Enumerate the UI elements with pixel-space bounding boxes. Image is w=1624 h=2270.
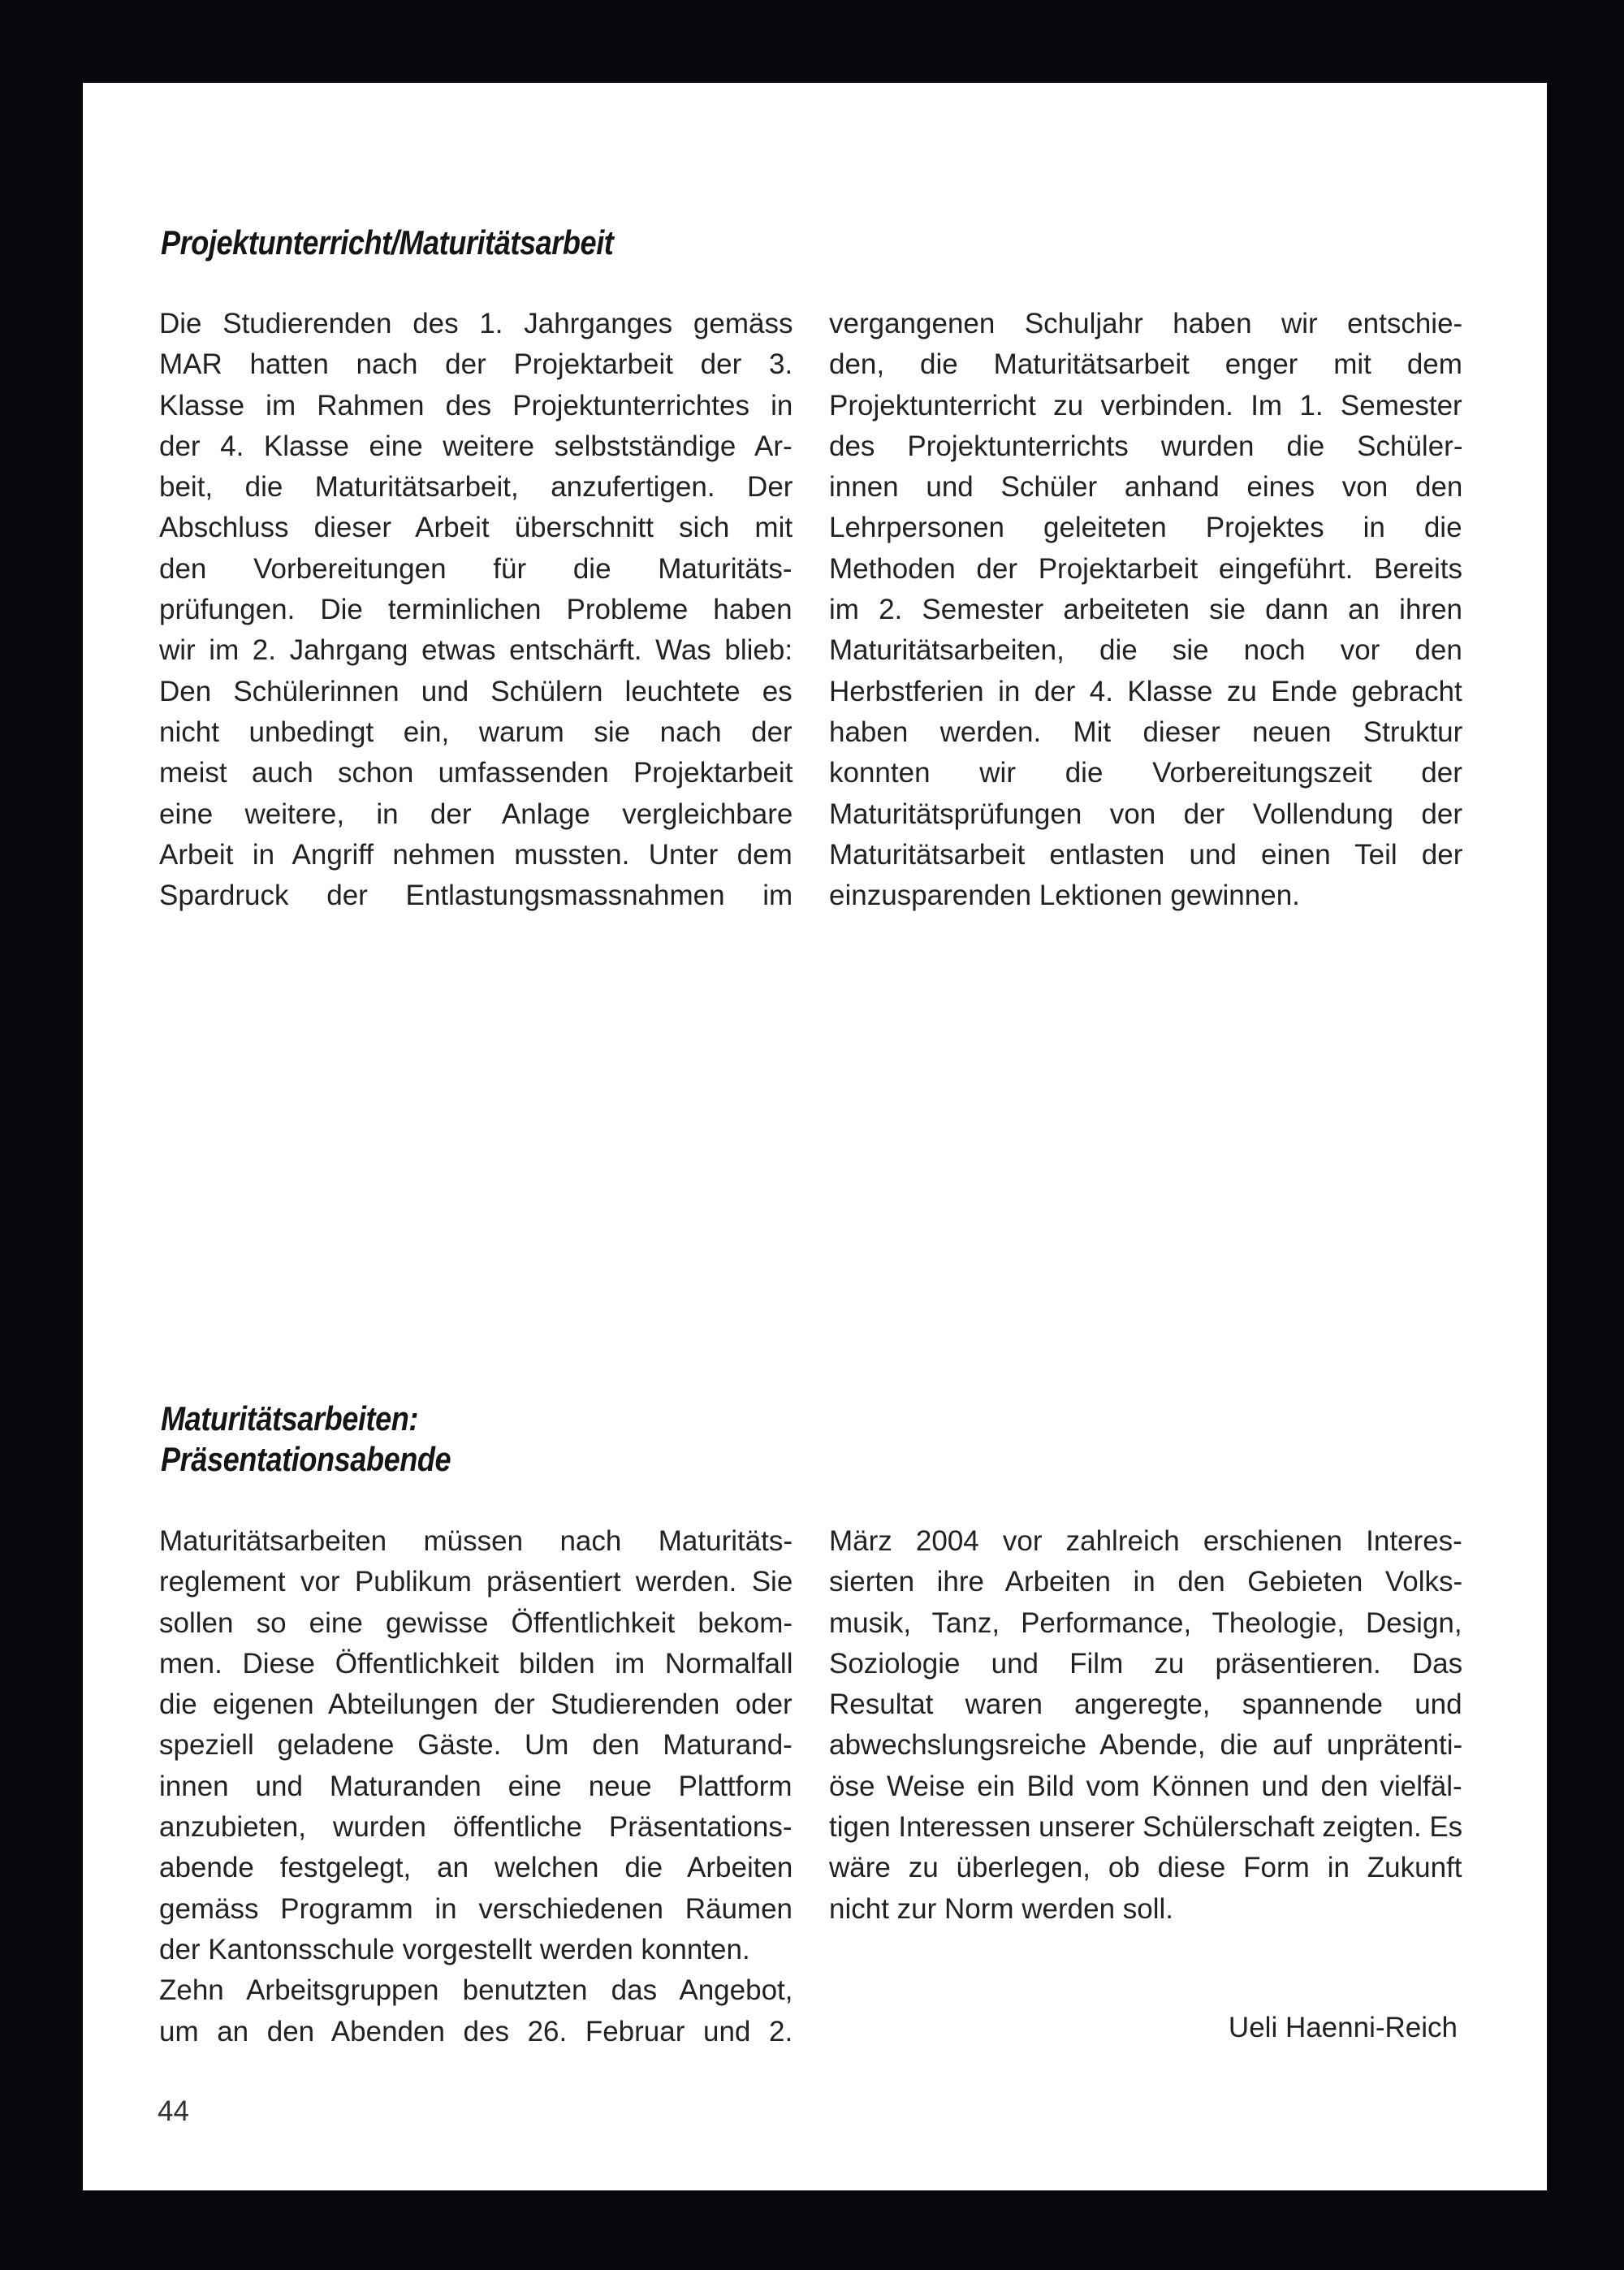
text-line: Projektunterricht zu verbinden. Im 1. Semester	[829, 389, 1462, 422]
heading-text: Projektunterricht/Maturitätsarbeit	[161, 223, 614, 262]
text-line: men. Diese Öffentlichkeit bilden im Normalfall	[159, 1647, 793, 1680]
text-line: abwechslungsreiche Abende, die auf unprätenti-	[829, 1729, 1463, 1762]
text-line: Maturitätsarbeit entlasten und einen Teil der	[829, 838, 1463, 871]
text-line: Den Schülerinnen und Schülern leuchtete es	[159, 675, 793, 707]
text-line: vergangenen Schuljahr haben wir entschie-	[829, 308, 1463, 339]
text-line: einzusparenden Lektionen gewinnen.	[829, 880, 1300, 912]
text-line: reglement vor Publikum präsentiert werden. Sie	[159, 1566, 793, 1598]
text-line: gemäss Programm in verschiedenen Räumen	[159, 1892, 793, 1925]
page-number: 44	[158, 2095, 189, 2127]
text-line: tigen Interessen unserer Schülerschaft zeigten. Es	[829, 1811, 1463, 1844]
text-line: die eigenen Abteilungen der Studierenden oder	[159, 1688, 793, 1721]
text-line: nicht zur Norm werden soll.	[829, 1892, 1174, 1925]
text-line: sierten ihre Arbeiten in den Gebieten Volks-	[829, 1566, 1463, 1598]
text-line: musik, Tanz, Performance, Theologie, Design,	[829, 1606, 1462, 1639]
text-line: Herbstferien in der 4. Klasse zu Ende gebracht	[829, 675, 1462, 707]
text-line: Maturitätsarbeiten, die sie noch vor den	[829, 634, 1462, 667]
section1-right-column	[829, 304, 1462, 916]
text-line: nicht unbedingt ein, warum sie nach der	[159, 716, 793, 748]
text-line: innen und Schüler anhand eines von den	[829, 471, 1463, 504]
text-line: den Vorbereitungen für die Maturitäts-	[159, 552, 793, 585]
text-line: der 4. Klasse eine weitere selbstständige Ar-	[159, 430, 793, 462]
text-line: eine weitere, in der Anlage vergleichbare	[159, 798, 793, 830]
text-line: Klasse im Rahmen des Projektunterrichtes in	[159, 389, 793, 422]
text-line: wir im 2. Jahrgang etwas entschärft. Was blieb:	[159, 634, 793, 667]
text-line: Arbeit in Angriff nehmen mussten. Unter dem	[159, 838, 793, 871]
text-line: Maturitätsarbeiten müssen nach Maturitäts-	[159, 1525, 793, 1557]
text-line: innen und Maturanden eine neue Plattform	[159, 1770, 793, 1802]
text-line: den, die Maturitätsarbeit enger mit dem	[829, 348, 1462, 381]
text-line: Resultat waren angeregte, spannende und	[829, 1688, 1462, 1721]
text-line: Zehn Arbeitsgruppen benutzten das Angebot,	[159, 1974, 793, 2007]
text-line: meist auch schon umfassenden Projektarbeit	[159, 757, 793, 789]
text-line: Methoden der Projektarbeit eingeführt. Bereits	[829, 552, 1462, 585]
heading-text-line1: Maturitätsarbeiten:	[161, 1399, 418, 1438]
text-line: der Kantonsschule vorgestellt werden konnten.	[159, 1933, 750, 1965]
section2-left-column	[159, 1521, 793, 2052]
section-heading-praesentationsabende	[161, 1399, 451, 1480]
section2-right-column	[829, 1521, 1462, 1930]
document-page	[83, 83, 1547, 2190]
text-line: März 2004 vor zahlreich erschienen Interes-	[829, 1525, 1462, 1557]
text-line: öse Weise ein Bild vom Können und den vielfäl-	[829, 1770, 1462, 1802]
text-line: Abschluss dieser Arbeit überschnitt sich mit	[159, 512, 793, 544]
text-line: haben werden. Mit dieser neuen Struktur	[829, 716, 1463, 748]
text-line: konnten wir die Vorbereitungszeit der	[829, 757, 1462, 789]
heading-text-line2: Präsentationsabende	[161, 1440, 451, 1478]
text-line: prüfungen. Die terminlichen Probleme haben	[159, 594, 793, 626]
text-line: Spardruck der Entlastungsmassnahmen im	[159, 880, 793, 912]
text-line: beit, die Maturitätsarbeit, anzufertigen. Der	[159, 471, 793, 504]
text-line: Soziologie und Film zu präsentieren. Das	[829, 1647, 1463, 1680]
author-signature: Ueli Haenni-Reich	[1228, 2012, 1458, 2043]
text-line: MAR hatten nach der Projektarbeit der 3.	[159, 348, 793, 381]
text-line: Die Studierenden des 1. Jahrganges gemäss	[159, 308, 793, 339]
text-line: im 2. Semester arbeiteten sie dann an ihren	[829, 594, 1462, 626]
text-line: speziell geladene Gäste. Um den Maturand-	[159, 1729, 793, 1762]
text-line: abende festgelegt, an welchen die Arbeiten	[159, 1852, 793, 1884]
section1-left-column	[159, 304, 793, 916]
text-line: Maturitätsprüfungen von der Vollendung der	[829, 798, 1463, 830]
text-line: Lehrpersonen geleiteten Projektes in die	[829, 512, 1462, 544]
text-line: des Projektunterrichts wurden die Schüler-	[829, 430, 1463, 462]
text-line: wäre zu überlegen, ob diese Form in Zukunft	[829, 1852, 1462, 1884]
section-heading-projektunterricht	[161, 223, 613, 263]
text-line: um an den Abenden des 26. Februar und 2.	[159, 2015, 793, 2047]
text-line: anzubieten, wurden öffentliche Präsentations-	[159, 1811, 793, 1844]
text-line: sollen so eine gewisse Öffentlichkeit bekom-	[159, 1606, 793, 1639]
